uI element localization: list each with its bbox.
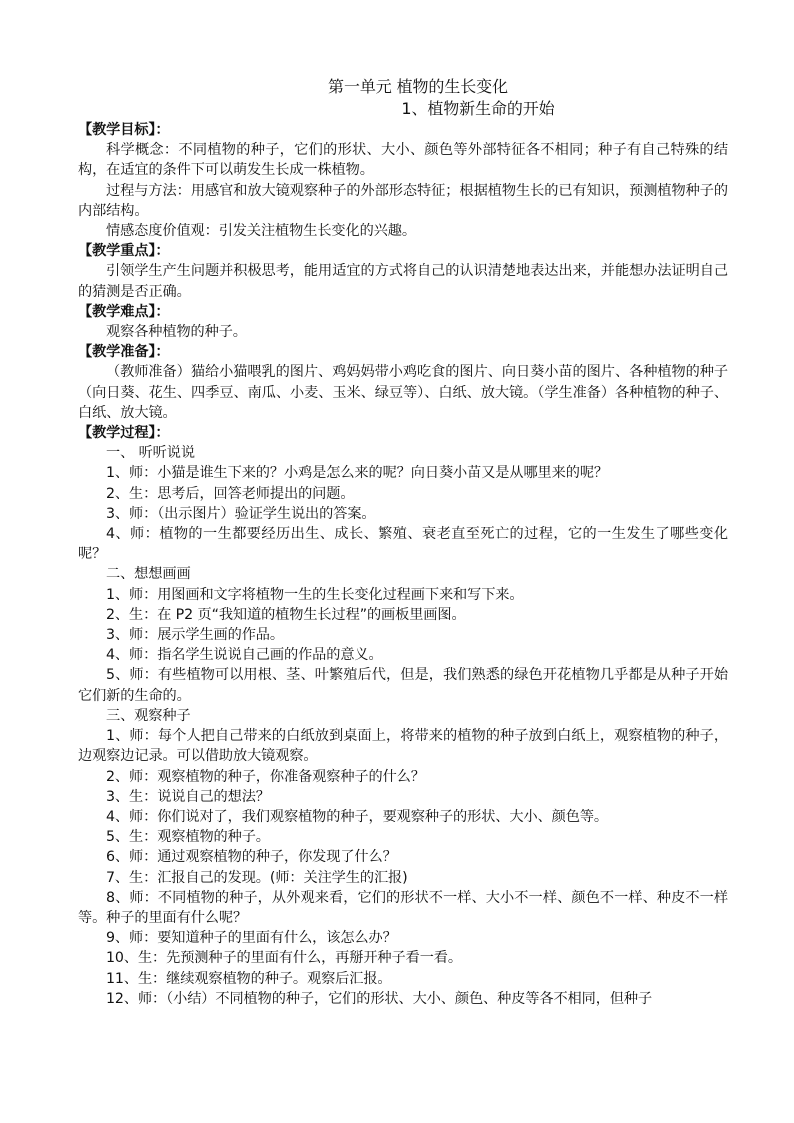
step-text: 5、生：观察植物的种子。 (106, 829, 270, 846)
prep-heading: 【教学准备】： (78, 344, 170, 361)
step-text: 4、师：植物的一生都要经历出生、成长、繁殖、衰老直至死亡的过程，它的一生发生了哪些变化呢？ (78, 526, 728, 563)
step-text: 11、生：继续观察植物的种子。观察后汇报。 (106, 970, 392, 987)
section-heading: 二、想想画画 (106, 566, 191, 583)
step-text: 5、师：有些植物可以用根、茎、叶繁殖后代，但是，我们熟悉的绿色开花植物几乎都是从种子开始它们新的生命的。 (78, 667, 728, 704)
key-text: 引领学生产生问题并积极思考，能用适宜的方式将自己的认识清楚地表达出来，并能想办法证明自己的猜测是否正确。 (78, 263, 728, 300)
prep-text: （教师准备）猫给小猫喂乳的图片、鸡妈妈带小鸡吃食的图片、向日葵小苗的图片、各种植物的种子（向日葵、花生、四季豆、南瓜、小麦、玉米、绿豆等）、白纸、放大镜。（学生准备）各种植物的种子、白纸、放大镜。 (78, 364, 728, 421)
section-heading: 三、观察种子 (106, 707, 191, 724)
key-heading: 【教学重点】： (78, 243, 170, 260)
step-text: 2、师：观察植物的种子，你准备观察种子的什么？ (106, 768, 425, 785)
step-text: 6、师：通过观察植物的种子，你发现了什么？ (106, 849, 397, 866)
section-heading: 一、 听听说说 (106, 445, 195, 462)
step-text: 3、生：说说自己的想法？ (106, 788, 270, 805)
step-text: 3、师：（出示图片）验证学生说出的答案。 (106, 505, 376, 522)
step-text: 10、生：先预测种子的里面有什么，再掰开种子看一看。 (106, 950, 462, 967)
document-page (78, 76, 728, 1009)
goal-heading: 【教学目标】： (78, 122, 170, 138)
step-text: 1、师：小猫是谁生下来的？小鸡是怎么来的呢？向日葵小苗又是从哪里来的呢？ (106, 465, 608, 482)
step-text: 2、生：思考后，回答老师提出的问题。 (106, 485, 355, 502)
goal-method: 过程与方法：用感官和放大镜观察种子的外部形态特征；根据植物生长的已有知识，预测植物种子的内部结构。 (78, 182, 728, 219)
unit-title: 第一单元 植物的生长变化 (328, 77, 508, 96)
step-text: 3、师：展示学生画的作品。 (106, 627, 284, 644)
step-text: 4、师：指名学生说说自己画的作品的意义。 (106, 647, 383, 664)
process-heading: 【教学过程】： (78, 425, 170, 442)
step-text: 2、生：在 P2 页“我知道的植物生长过程”的画板里画图。 (106, 606, 466, 623)
difficulty-heading: 【教学难点】： (78, 303, 170, 320)
step-text: 4、师：你们说对了，我们观察植物的种子，要观察种子的形状、大小、颜色等。 (106, 808, 608, 825)
step-text: 12、师：（小结）不同植物的种子，它们的形状、大小、颜色、种皮等各不相同，但种子 (106, 990, 653, 1007)
goal-attitude: 情感态度价值观：引发关注植物生长变化的兴趣。 (106, 223, 416, 240)
step-text: 1、师：用图画和文字将植物一生的生长变化过程画下来和写下来。 (106, 586, 524, 603)
goal-concept: 科学概念：不同植物的种子，它们的形状、大小、颜色等外部特征各不相同；种子有自己特殊的结构，在适宜的条件下可以萌发生长成一株植物。 (78, 142, 728, 179)
step-text: 7、生：汇报自己的发现。(师：关注学生的汇报) (106, 869, 408, 886)
difficulty-text: 观察各种植物的种子。 (106, 324, 247, 341)
lesson-title: 1、植物新生命的开始 (401, 99, 555, 118)
step-text: 1、师：每个人把自己带来的白纸放到桌面上，将带来的植物的种子放到白纸上，观察植物的种子，边观察边记录。可以借助放大镜观察。 (78, 728, 728, 765)
step-text: 9、师：要知道种子的里面有什么，该怎么办？ (106, 930, 397, 947)
step-text: 8、师：不同植物的种子，从外观来看，它们的形状不一样、大小不一样、颜色不一样、种皮不一样等。种子的里面有什么呢？ (78, 889, 728, 926)
